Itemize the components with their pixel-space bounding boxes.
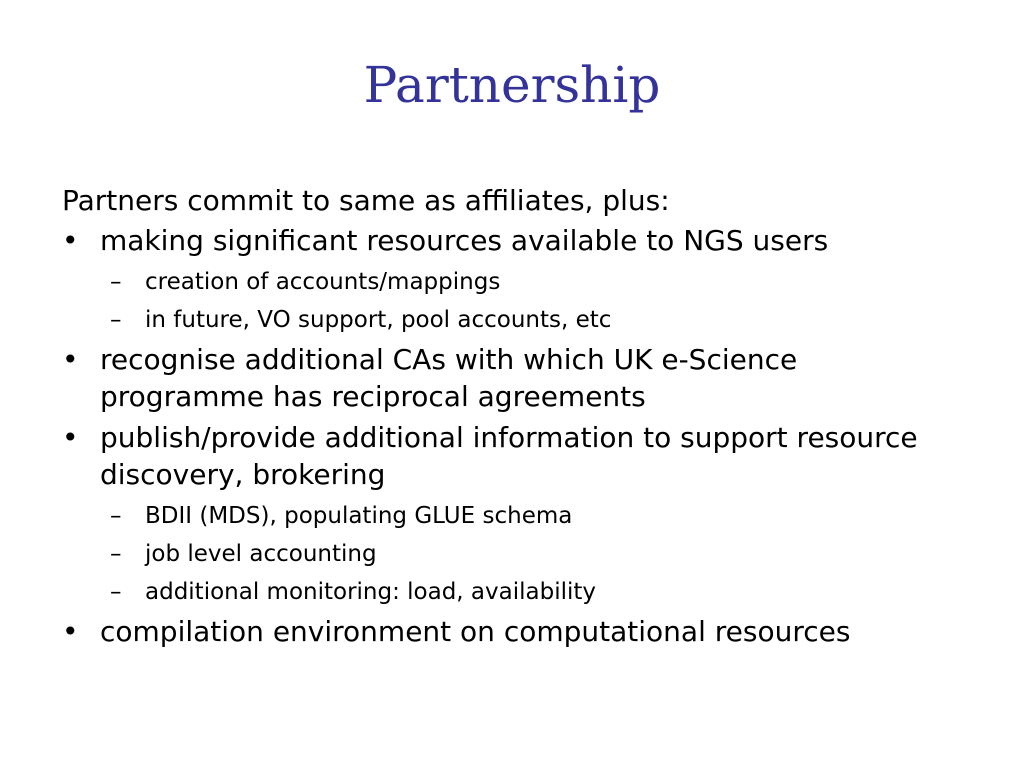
bullet-marker: • <box>62 421 79 454</box>
bullet-item <box>62 341 962 415</box>
bullet-text: compilation environment on computational resources <box>100 615 851 648</box>
sub-bullet-marker: – <box>110 269 122 295</box>
bullet-text: publish/provide additional information to support resource discovery, brokering <box>100 421 918 491</box>
bullet-item <box>62 222 962 259</box>
bullet-item <box>62 613 962 650</box>
bullet-text: recognise additional CAs with which UK e-Science programme has reciprocal agreements <box>100 343 798 413</box>
bullet-text: making significant resources available to NGS users <box>100 224 829 257</box>
sub-bullet-text: creation of accounts/mappings <box>145 269 501 295</box>
sub-bullet-marker: – <box>110 503 122 529</box>
sub-bullet-marker: – <box>110 307 122 333</box>
sub-bullet-marker: – <box>110 541 122 567</box>
sub-bullet-item <box>62 301 962 339</box>
sub-bullet-item <box>62 573 962 611</box>
sub-bullet-text: job level accounting <box>145 541 377 567</box>
sub-bullet-item <box>62 535 962 573</box>
sub-bullet-text: BDII (MDS), populating GLUE schema <box>145 503 573 529</box>
intro-text: Partners commit to same as affiliates, plus: <box>62 184 670 217</box>
sub-bullet-item <box>62 263 962 301</box>
bullet-marker: • <box>62 224 79 257</box>
sub-bullet-text: additional monitoring: load, availability <box>145 579 597 605</box>
bullet-marker: • <box>62 343 79 376</box>
slide-title: Partnership <box>363 56 661 114</box>
slide-body <box>62 182 962 654</box>
sub-bullet-marker: – <box>110 579 122 605</box>
sub-bullet-item <box>62 497 962 535</box>
bullet-item <box>62 419 962 493</box>
bullet-marker: • <box>62 615 79 648</box>
sub-bullet-text: in future, VO support, pool accounts, etc <box>145 307 612 333</box>
